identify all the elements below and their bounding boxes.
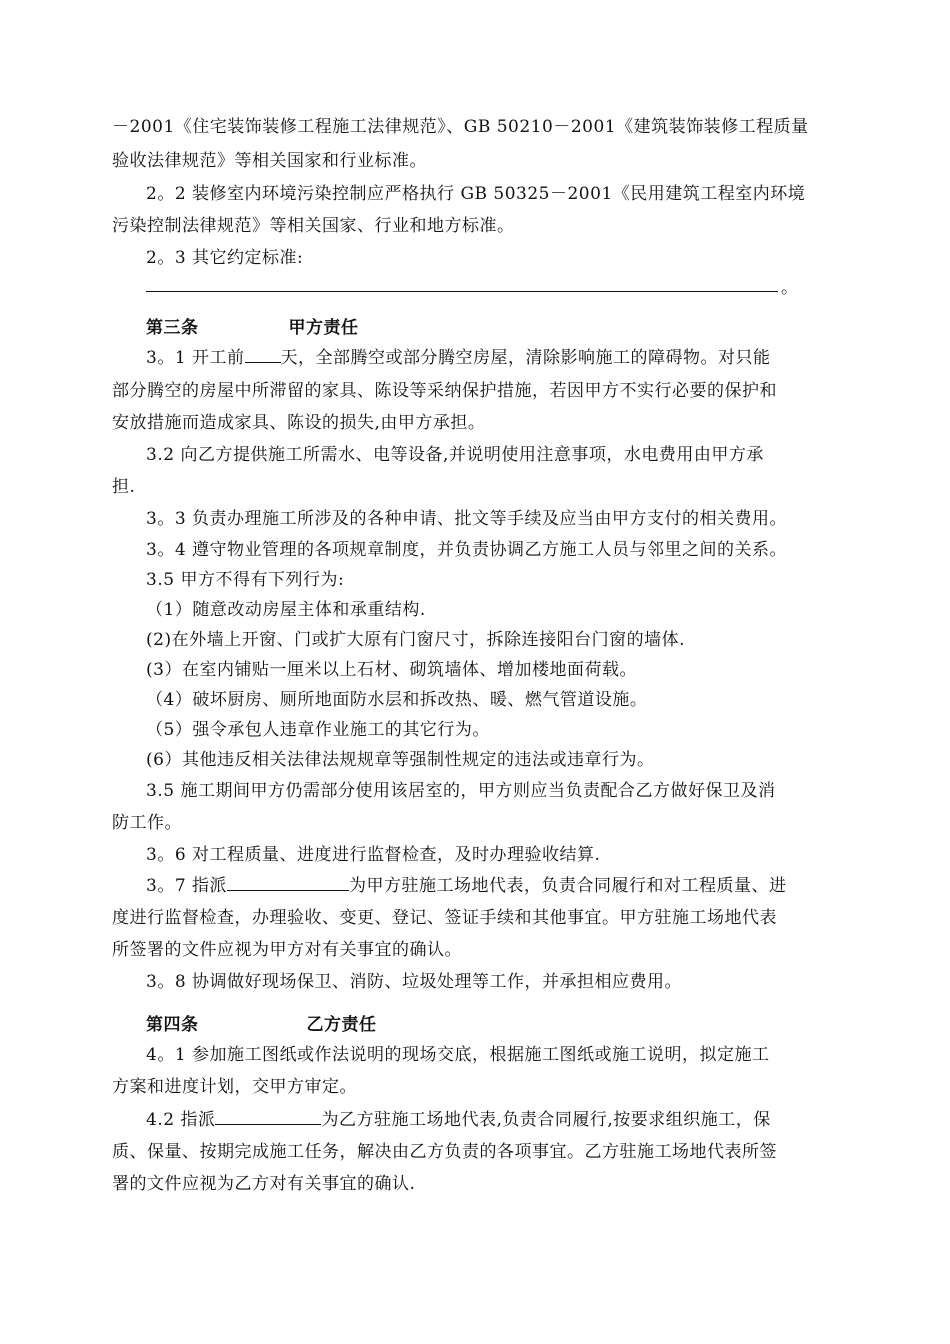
paragraph-text: 3。7 指派 [146, 876, 228, 896]
paragraph-3-4: 3。4 遵守物业管理的各项规章制度，并负责协调乙方施工人员与邻里之间的关系。 [146, 540, 788, 560]
paragraph-2-3: 2。3 其它约定标准: [146, 248, 304, 268]
list-item-5: （5）强令承包人违章作业施工的其它行为。 [146, 720, 490, 740]
representative-blank [227, 874, 349, 891]
paragraph-line: 安放措施而造成家具、陈设的损失,由甲方承担。 [112, 413, 486, 433]
list-item-6: (6）其他违反相关法律法规规章等强制性规定的违法或违章行为。 [146, 750, 655, 770]
list-item-4: （4）破坏厨房、厕所地面防水层和拆改热、暖、燃气管道设施。 [146, 690, 648, 710]
period-mark: 。 [781, 278, 798, 298]
paragraph-line: 署的文件应视为乙方对有关事宜的确认. [112, 1174, 416, 1194]
list-item-1: （1）随意改动房屋主体和承重结构. [146, 600, 426, 620]
article-number: 第四条 [146, 1015, 199, 1035]
paragraph-2-2: 2。2 装修室内环境污染控制应严格执行 GB 50325－2001《民用建筑工程室内环境 [146, 184, 806, 204]
article-title: 甲方责任 [288, 318, 359, 338]
paragraph-line: －2001《住宅装饰装修工程施工法律规范》、GB 50210－2001《建筑装饰装修工程质量 [112, 117, 809, 137]
paragraph-3-5: 3.5 甲方不得有下列行为: [146, 570, 345, 590]
paragraph-3-7 [146, 874, 787, 898]
paragraph-3-5b: 3.5 施工期间甲方仍需部分使用该居室的，甲方则应当负责配合乙方做好保卫及消 [146, 781, 776, 801]
article-4-heading [146, 1013, 377, 1037]
paragraph-4-2 [146, 1108, 771, 1132]
paragraph-text: 天，全部腾空或部分腾空房屋，清除影响施工的障碍物。对只能 [280, 348, 771, 368]
article-3-heading [146, 316, 359, 340]
paragraph-line: 验收法律规范》等相关国家和行业标准。 [112, 151, 427, 171]
paragraph-line: 方案和进度计划，交甲方审定。 [112, 1077, 357, 1097]
paragraph-line: 质、保量、按期完成施工任务，解决由乙方负责的各项事宜。乙方驻施工场地代表所签 [112, 1142, 777, 1162]
paragraph-text: 为甲方驻施工场地代表，负责合同履行和对工程质量、进 [349, 876, 787, 896]
paragraph-line: 防工作。 [112, 813, 182, 833]
paragraph-text: 4.2 指派 [146, 1110, 216, 1130]
paragraph-text: 3。1 开工前 [146, 348, 245, 368]
paragraph-3-1 [146, 346, 771, 370]
representative-blank [215, 1108, 321, 1125]
article-title: 乙方责任 [306, 1015, 377, 1035]
paragraph-line: 担. [112, 477, 136, 497]
paragraph-4-1: 4。1 参加施工图纸或作法说明的现场交底，根据施工图纸或施工说明，拟定施工 [146, 1045, 770, 1065]
paragraph-3-6: 3。6 对工程质量、进度进行监督检查，及时办理验收结算. [146, 845, 601, 865]
paragraph-3-3: 3。3 负责办理施工所涉及的各种申请、批文等手续及应当由甲方支付的相关费用。 [146, 509, 788, 529]
article-number: 第三条 [146, 318, 199, 338]
paragraph-line: 所签署的文件应视为甲方对有关事宜的确认。 [112, 940, 462, 960]
paragraph-3-2: 3.2 向乙方提供施工所需水、电等设备,并说明使用注意事项，水电费用由甲方承 [146, 445, 764, 465]
list-item-2: (2)在外墙上开窗、门或扩大原有门窗尺寸，拆除连接阳台门窗的墙体. [146, 630, 685, 650]
paragraph-line: 部分腾空的房屋中所滞留的家具、陈设等采纳保护措施，若因甲方不实行必要的保护和 [112, 381, 777, 401]
paragraph-3-8: 3。8 协调做好现场保卫、消防、垃圾处理等工作，并承担相应费用。 [146, 972, 683, 992]
paragraph-line: 度进行监督检查，办理验收、变更、登记、签证手续和其他事宜。甲方驻施工场地代表 [112, 908, 777, 928]
fill-in-blank-line [146, 291, 778, 292]
paragraph-line: 污染控制法律规范》等相关国家、行业和地方标准。 [112, 216, 515, 236]
list-item-3: (3）在室内铺贴一厘米以上石材、砌筑墙体、增加楼地面荷载。 [146, 660, 637, 680]
days-blank [245, 346, 281, 363]
paragraph-text: 为乙方驻施工场地代表,负责合同履行,按要求组织施工，保 [321, 1110, 771, 1130]
